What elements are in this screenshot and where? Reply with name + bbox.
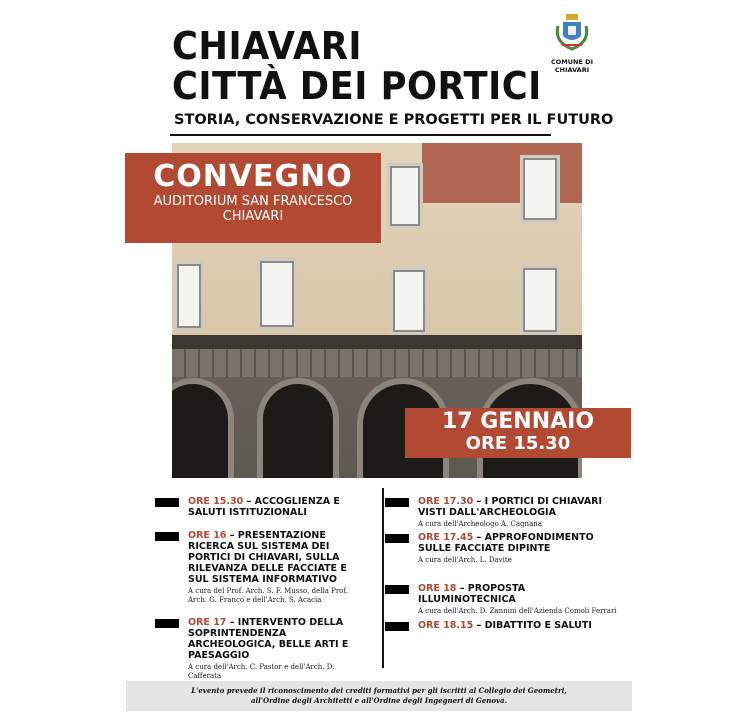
window: [387, 163, 423, 229]
event-date: 17 GENNAIO: [441, 409, 595, 434]
program-item: [188, 530, 368, 605]
cornice: [172, 335, 582, 349]
arch: [172, 378, 234, 478]
program-title: – I PORTICI DI CHIAVARI VISTI DALL'ARCHEOLOGIA: [418, 496, 603, 518]
venue-line-2: CHIAVARI: [222, 209, 284, 224]
arch: [257, 378, 339, 478]
program-item-heading: [418, 620, 623, 631]
program-item-heading: [418, 496, 623, 518]
program-item: [188, 617, 368, 681]
program-credit: A cura dell'Archeologo A. Cagnana: [418, 520, 542, 528]
date-box: [405, 408, 631, 458]
window: [257, 258, 297, 330]
bullet-bar: [385, 534, 409, 543]
bullet-bar: [385, 622, 409, 631]
stone-frieze: [172, 349, 582, 377]
program-item-heading: [188, 617, 368, 661]
footer-line-1: L'evento prevede il riconoscimento dei crediti formativi per gli iscritti al Collegio dei Geometri,: [191, 686, 567, 695]
program-time: ORE 16: [188, 530, 227, 541]
program-time: ORE 17.30: [418, 496, 474, 507]
program-title: – PROPOSTA ILLUMINOTECNICA: [418, 583, 526, 605]
title-line-2: CITTÀ DEI PORTICI: [172, 64, 542, 108]
window: [390, 267, 428, 335]
program-item-heading: [188, 530, 368, 585]
program-credit: A cura dell'Arch. C. Pastor e dell'Arch. D. Cafferata: [188, 663, 335, 680]
program-title: – ACCOGLIENZA E SALUTI ISTITUZIONALI: [188, 496, 340, 518]
comune-logo: [538, 12, 606, 74]
coat-of-arms-icon: [552, 12, 592, 52]
program-credit: A cura dell'Arch. D. Zannini dell'Azienda Comoli Ferrari: [418, 607, 617, 615]
program-time: ORE 18.15: [418, 620, 474, 631]
footer-line-2: all'Ordine degli Architetti e all'Ordine degli Ingegneri di Genova.: [250, 696, 508, 705]
program-divider: [382, 488, 384, 668]
title-line-1: CHIAVARI: [172, 24, 363, 68]
program-credit: A cura dell'Arch. L. Davite: [418, 556, 512, 564]
program-title: – INTERVENTO DELLA SOPRINTENDENZA ARCHEOLOGICA, BELLE ARTI E PAESAGGIO: [188, 617, 349, 661]
window: [520, 155, 560, 223]
program-item: [188, 496, 368, 518]
program-time: ORE 17.45: [418, 532, 474, 543]
convegno-box: [125, 153, 381, 243]
bullet-bar: [155, 532, 179, 541]
subtitle-rule: [170, 134, 551, 136]
program-title: – PRESENTAZIONE RICERCA SUL SISTEMA DEI PORTICI DI CHIAVARI, SULLA RILEVANZA DELLE FACCIATE E SUL SISTEMA INFORMATIVO: [188, 530, 347, 585]
program-item-heading: [418, 532, 623, 554]
event-time: ORE 15.30: [465, 433, 571, 454]
event-type: CONVEGNO: [153, 159, 353, 194]
program-item-heading: [188, 496, 368, 518]
program-credit: A cura del Prof. Arch. S. F. Musso, della Prof. Arch. G. Franco e dell'Arch. S. Acacia: [188, 587, 348, 604]
program-item: [418, 620, 623, 631]
venue-line-1: AUDITORIUM SAN FRANCESCO: [153, 194, 353, 209]
window: [174, 261, 204, 331]
window: [520, 265, 560, 335]
program-time: ORE 15.30: [188, 496, 244, 507]
program-time: ORE 18: [418, 583, 457, 594]
program-title: – DIBATTITO E SALUTI: [473, 620, 592, 631]
program-item: [418, 532, 623, 565]
logo-label: COMUNE DI CHIAVARI: [551, 58, 593, 74]
program-time: ORE 17: [188, 617, 227, 628]
bullet-bar: [385, 498, 409, 507]
bullet-bar: [155, 619, 179, 628]
program-item: [418, 583, 623, 616]
program-title: – APPROFONDIMENTO SULLE FACCIATE DIPINTE: [418, 532, 594, 554]
program-item-heading: [418, 583, 623, 605]
footer-note: [126, 681, 632, 711]
bullet-bar: [155, 498, 179, 507]
bullet-bar: [385, 585, 409, 594]
program-item: [418, 496, 623, 529]
subtitle: STORIA, CONSERVAZIONE E PROGETTI PER IL FUTURO: [174, 112, 614, 128]
